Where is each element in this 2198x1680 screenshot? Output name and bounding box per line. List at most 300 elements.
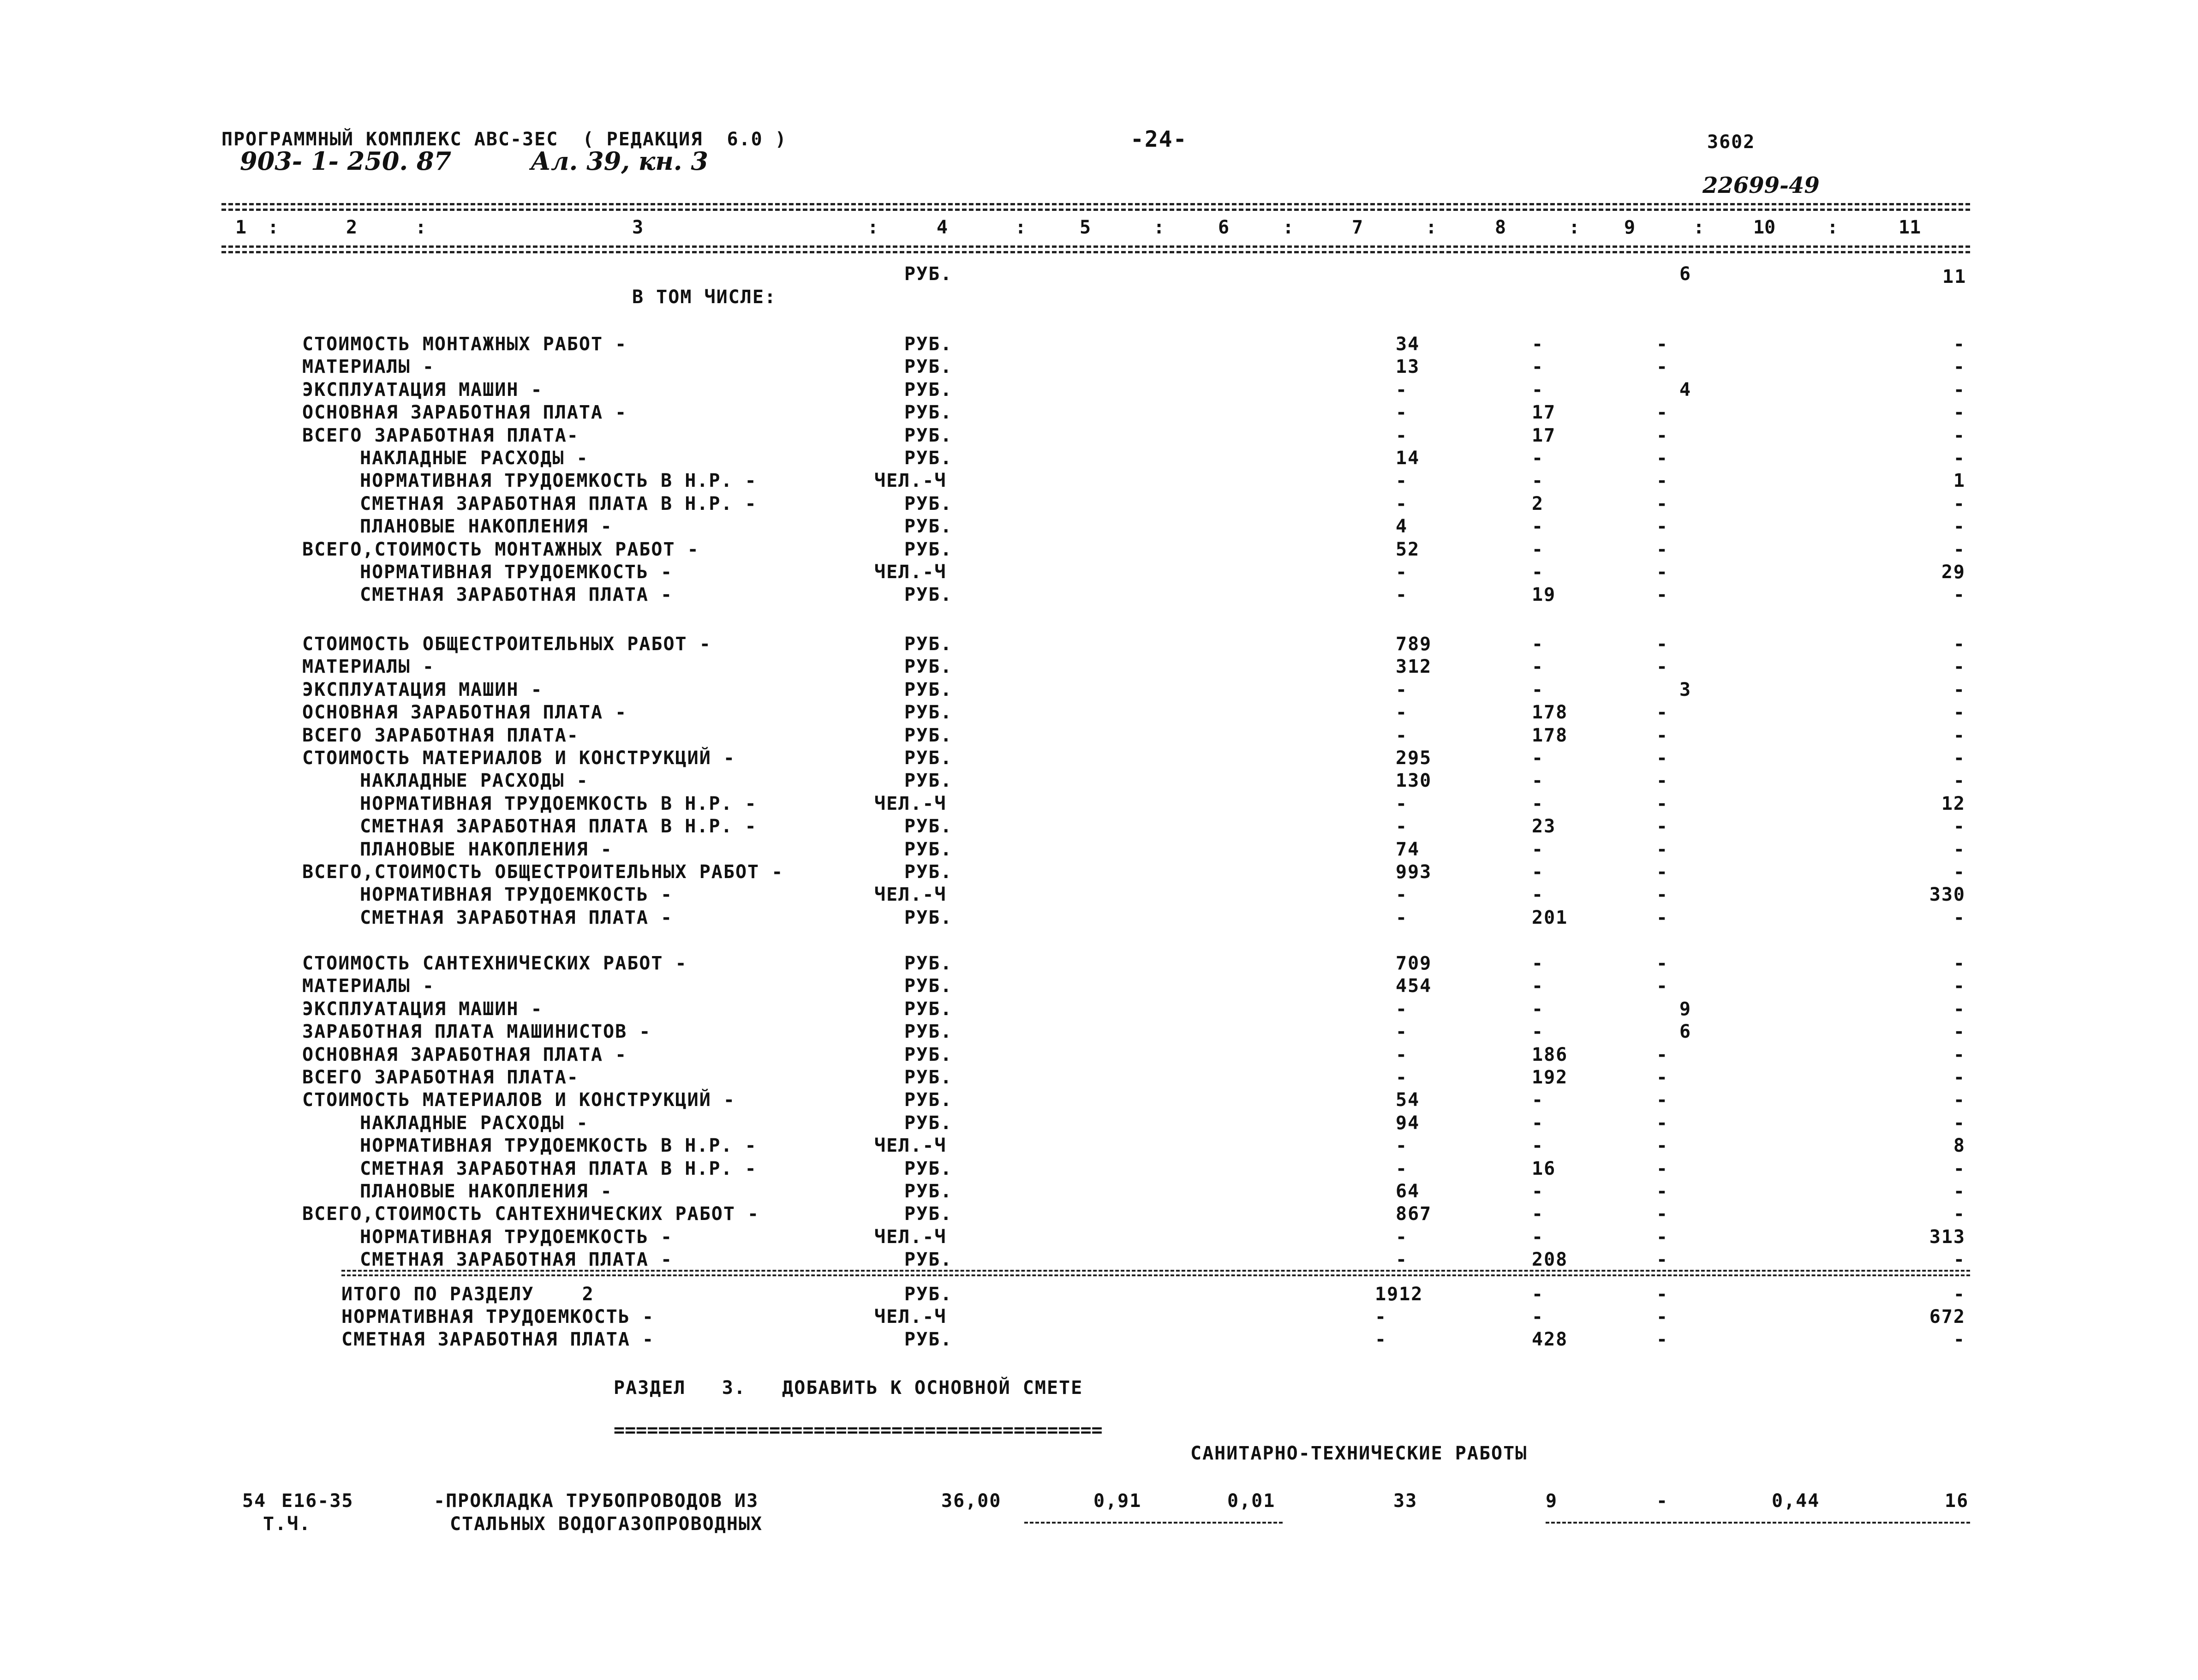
row-c8: -: [1532, 1203, 1544, 1225]
row-c8: -: [1532, 884, 1544, 906]
row-label: СМЕТНАЯ ЗАРАБОТНАЯ ПЛАТА В Н.Р. -: [360, 493, 757, 514]
row-c9: -: [1656, 1203, 1669, 1225]
row-c8: 17: [1532, 424, 1556, 446]
row-c9: -: [1656, 470, 1669, 492]
row-c7: 993: [1396, 861, 1432, 883]
intro-label: В ТОМ ЧИСЛЕ:: [632, 287, 776, 308]
row-c11: 330: [1929, 884, 1965, 906]
totals-c7: -: [1375, 1329, 1387, 1350]
table-row: [0, 770, 2198, 791]
row-unit: РУБ.: [904, 379, 953, 401]
row-label: НОРМАТИВНАЯ ТРУДОЕМКОСТЬ -: [360, 562, 673, 583]
row-c7: -: [1396, 998, 1408, 1020]
item-c5: 0,91: [1093, 1490, 1142, 1512]
row-c8: -: [1532, 448, 1544, 469]
row-c11: -: [1953, 747, 1965, 769]
row-c7: -: [1396, 679, 1408, 700]
row-c9: -: [1656, 975, 1669, 997]
item-code: Е16-35: [281, 1490, 354, 1512]
table-row: [0, 448, 2198, 469]
row-c8: -: [1532, 770, 1544, 792]
item-54-row-2: [0, 1513, 2198, 1535]
page-number: -24-: [1130, 126, 1188, 152]
item-c9: -: [1656, 1490, 1669, 1512]
table-row: [0, 1226, 2198, 1248]
row-c7: -: [1396, 1135, 1408, 1157]
row-c7: 454: [1396, 975, 1432, 997]
totals-c8: -: [1532, 1284, 1544, 1305]
row-c11: -: [1953, 516, 1965, 538]
row-unit: РУБ.: [904, 702, 953, 723]
row-c8: 19: [1532, 584, 1556, 606]
row-c9: -: [1656, 861, 1669, 883]
row-c9: -: [1656, 493, 1669, 514]
row-label: ЭКСПЛУАТАЦИЯ МАШИН -: [302, 379, 543, 401]
row-c8: 17: [1532, 402, 1556, 424]
row-c9: -: [1656, 793, 1669, 814]
totals-unit: РУБ.: [904, 1284, 953, 1305]
row-c7: -: [1396, 493, 1408, 514]
row-label: СТОИМОСТЬ МАТЕРИАЛОВ И КОНСТРУКЦИЙ -: [302, 1089, 735, 1111]
row-label: НОРМАТИВНАЯ ТРУДОЕМКОСТЬ В Н.Р. -: [360, 1135, 757, 1157]
row-label: СМЕТНАЯ ЗАРАБОТНАЯ ПЛАТА -: [360, 1249, 673, 1271]
top-rule-2: [221, 209, 1970, 211]
row-c9: -: [1656, 516, 1669, 538]
column-numbers: [0, 217, 2198, 240]
row-c8: -: [1532, 516, 1544, 538]
row-c9: -: [1656, 724, 1669, 746]
row-unit: РУБ.: [904, 679, 953, 700]
table-row: [0, 679, 2198, 700]
row-c11: -: [1953, 334, 1965, 355]
table-row: [0, 1089, 2198, 1111]
item-c4: 36,00: [941, 1490, 1002, 1512]
row-label: СМЕТНАЯ ЗАРАБОТНАЯ ПЛАТА В Н.Р. -: [360, 816, 757, 837]
table-row: [0, 539, 2198, 560]
table-row: [0, 725, 2198, 746]
column-number: 8: [1495, 217, 1506, 238]
row-c8: -: [1532, 656, 1544, 678]
column-separator: :: [268, 217, 279, 238]
totals-c9: -: [1656, 1284, 1669, 1305]
row-c11: -: [1953, 907, 1965, 928]
row-label: ОСНОВНАЯ ЗАРАБОТНАЯ ПЛАТА -: [302, 1044, 627, 1065]
table-row: [0, 793, 2198, 814]
row-unit: РУБ.: [904, 724, 953, 746]
row-c9: -: [1656, 1181, 1669, 1202]
row-label: ВСЕГО,СТОИМОСТЬ САНТЕХНИЧЕСКИХ РАБОТ -: [302, 1203, 760, 1225]
column-number: 4: [937, 217, 948, 238]
column-separator: :: [415, 217, 427, 238]
row-c7: 54: [1396, 1089, 1420, 1111]
row-c8: 16: [1532, 1158, 1556, 1179]
row-unit: ЧЕЛ.-Ч: [874, 884, 947, 906]
intro-unit: РУБ.: [904, 263, 953, 285]
table-row: [0, 1112, 2198, 1134]
table-row: [0, 425, 2198, 446]
column-number: 10: [1753, 217, 1776, 238]
row-c8: -: [1532, 634, 1544, 655]
table-row: [0, 998, 2198, 1020]
row-unit: РУБ.: [904, 584, 953, 606]
row-c9: -: [1656, 402, 1669, 424]
row-c7: -: [1396, 402, 1408, 424]
row-c11: -: [1953, 1181, 1965, 1202]
row-c11: -: [1953, 424, 1965, 446]
row-c11: -: [1953, 1089, 1965, 1111]
row-c8: 178: [1532, 724, 1568, 746]
row-c11: 12: [1941, 793, 1965, 814]
table-row: [0, 634, 2198, 655]
row-label: СТОИМОСТЬ МАТЕРИАЛОВ И КОНСТРУКЦИЙ -: [302, 747, 735, 769]
row-c11: -: [1953, 448, 1965, 469]
row-c10: 6: [1679, 1021, 1692, 1043]
table-row: [0, 1021, 2198, 1042]
row-unit: РУБ.: [904, 747, 953, 769]
row-unit: РУБ.: [904, 816, 953, 837]
totals-c11: -: [1953, 1329, 1965, 1350]
row-c9: -: [1656, 702, 1669, 723]
row-c9: -: [1656, 634, 1669, 655]
row-c8: -: [1532, 953, 1544, 974]
row-label: ЭКСПЛУАТАЦИЯ МАШИН -: [302, 998, 543, 1020]
row-c11: -: [1953, 656, 1965, 678]
row-label: ПЛАНОВЫЕ НАКОПЛЕНИЯ -: [360, 1181, 613, 1202]
table-row: [0, 1249, 2198, 1270]
row-label: МАТЕРИАЛЫ -: [302, 356, 435, 378]
row-c10: 3: [1679, 679, 1692, 700]
row-c11: -: [1953, 1044, 1965, 1065]
table-row: [0, 562, 2198, 583]
row-c7: -: [1396, 724, 1408, 746]
table-row: [0, 379, 2198, 401]
row-label: НОРМАТИВНАЯ ТРУДОЕМКОСТЬ -: [360, 884, 673, 906]
row-unit: РУБ.: [904, 448, 953, 469]
item-underline-2: [1546, 1522, 1970, 1524]
row-c9: -: [1656, 1044, 1669, 1065]
row-c11: -: [1953, 998, 1965, 1020]
row-unit: РУБ.: [904, 1021, 953, 1043]
row-c7: -: [1396, 1158, 1408, 1179]
row-c10: 9: [1679, 998, 1692, 1020]
code-top: 3602: [1707, 132, 1756, 153]
row-unit: ЧЕЛ.-Ч: [874, 1135, 947, 1157]
row-unit: РУБ.: [904, 356, 953, 378]
program-header: ПРОГРАММНЫЙ КОМПЛЕКС АВС-3ЕС ( РЕДАКЦИЯ 6.0 ): [221, 129, 787, 150]
row-label: НАКЛАДНЫЕ РАСХОДЫ -: [360, 1112, 589, 1134]
column-number: 7: [1352, 217, 1363, 238]
table-row: [0, 1135, 2198, 1156]
table-row: [0, 953, 2198, 974]
row-c8: 208: [1532, 1249, 1568, 1271]
column-separator: :: [1015, 217, 1027, 238]
row-label: СМЕТНАЯ ЗАРАБОТНАЯ ПЛАТА -: [360, 907, 673, 928]
table-row: [0, 470, 2198, 491]
row-c7: -: [1396, 470, 1408, 492]
row-unit: РУБ.: [904, 861, 953, 883]
row-label: ОСНОВНАЯ ЗАРАБОТНАЯ ПЛАТА -: [302, 702, 627, 723]
row-c11: -: [1953, 1067, 1965, 1088]
row-c11: 29: [1941, 562, 1965, 583]
row-c9: -: [1656, 1135, 1669, 1157]
item-c10: 0,44: [1772, 1490, 1820, 1512]
totals-c8: -: [1532, 1306, 1544, 1327]
totals-c11: 672: [1929, 1306, 1965, 1327]
totals-c7: 1912: [1375, 1284, 1423, 1305]
row-label: ЗАРАБОТНАЯ ПЛАТА МАШИНИСТОВ -: [302, 1021, 651, 1043]
row-c7: -: [1396, 584, 1408, 606]
column-separator: :: [1693, 217, 1705, 238]
row-unit: ЧЕЛ.-Ч: [874, 793, 947, 814]
row-c8: -: [1532, 356, 1544, 378]
table-row: [0, 402, 2198, 423]
row-c8: 2: [1532, 493, 1544, 514]
row-c7: 13: [1396, 356, 1420, 378]
row-c8: -: [1532, 793, 1544, 814]
row-c9: -: [1656, 816, 1669, 837]
row-c8: -: [1532, 562, 1544, 583]
row-c11: -: [1953, 724, 1965, 746]
row-unit: РУБ.: [904, 770, 953, 792]
totals-unit: ЧЕЛ.-Ч: [874, 1306, 947, 1327]
row-label: СМЕТНАЯ ЗАРАБОТНАЯ ПЛАТА В Н.Р. -: [360, 1158, 757, 1179]
row-label: ВСЕГО ЗАРАБОТНАЯ ПЛАТА-: [302, 1067, 579, 1088]
table-row: [0, 1044, 2198, 1065]
row-c7: 295: [1396, 747, 1432, 769]
row-c9: -: [1656, 1089, 1669, 1111]
row-c8: 201: [1532, 907, 1568, 928]
row-c11: -: [1953, 402, 1965, 424]
row-label: ПЛАНОВЫЕ НАКОПЛЕНИЯ -: [360, 838, 613, 860]
row-c11: -: [1953, 838, 1965, 860]
totals-unit: РУБ.: [904, 1329, 953, 1350]
totals-label: СМЕТНАЯ ЗАРАБОТНАЯ ПЛАТА -: [341, 1329, 655, 1350]
row-c8: -: [1532, 1135, 1544, 1157]
row-unit: РУБ.: [904, 334, 953, 355]
row-c8: 186: [1532, 1044, 1568, 1065]
row-c9: -: [1656, 356, 1669, 378]
row-c9: -: [1656, 424, 1669, 446]
row-unit: РУБ.: [904, 402, 953, 424]
row-c9: -: [1656, 770, 1669, 792]
table-row: [0, 1067, 2198, 1088]
row-c9: -: [1656, 448, 1669, 469]
row-label: НАКЛАДНЫЕ РАСХОДЫ -: [360, 448, 589, 469]
row-c8: -: [1532, 1181, 1544, 1202]
row-c7: -: [1396, 379, 1408, 401]
row-unit: РУБ.: [904, 1181, 953, 1202]
row-unit: РУБ.: [904, 1249, 953, 1271]
row-c7: -: [1396, 1044, 1408, 1065]
row-unit: РУБ.: [904, 656, 953, 678]
row-c8: 23: [1532, 816, 1556, 837]
row-c7: -: [1396, 907, 1408, 928]
row-c8: -: [1532, 334, 1544, 355]
row-unit: РУБ.: [904, 998, 953, 1020]
row-c11: -: [1953, 861, 1965, 883]
table-row: [0, 1158, 2198, 1179]
row-c11: -: [1953, 770, 1965, 792]
row-label: МАТЕРИАЛЫ -: [302, 975, 435, 997]
row-unit: РУБ.: [904, 1112, 953, 1134]
totals-c9: -: [1656, 1329, 1669, 1350]
row-c9: -: [1656, 538, 1669, 560]
column-number: 2: [346, 217, 358, 238]
row-label: ВСЕГО,СТОИМОСТЬ МОНТАЖНЫХ РАБОТ -: [302, 538, 699, 560]
totals-label: НОРМАТИВНАЯ ТРУДОЕМКОСТЬ -: [341, 1306, 655, 1327]
totals-row: [0, 1284, 2198, 1305]
row-label: ПЛАНОВЫЕ НАКОПЛЕНИЯ -: [360, 516, 613, 538]
row-c9: -: [1656, 656, 1669, 678]
item-num: 54: [242, 1490, 267, 1512]
row-unit: РУБ.: [904, 493, 953, 514]
table-row: [0, 839, 2198, 860]
totals-rule-2: [341, 1274, 1970, 1276]
row-label: ВСЕГО ЗАРАБОТНАЯ ПЛАТА-: [302, 724, 579, 746]
row-c11: -: [1953, 679, 1965, 700]
row-unit: ЧЕЛ.-Ч: [874, 470, 947, 492]
row-c7: 4: [1396, 516, 1408, 538]
row-c9: -: [1656, 1158, 1669, 1179]
row-c9: -: [1656, 1249, 1669, 1271]
totals-c9: -: [1656, 1306, 1669, 1327]
row-c11: -: [1953, 379, 1965, 401]
column-separator: :: [1569, 217, 1580, 238]
row-c9: -: [1656, 884, 1669, 906]
table-row: [0, 1181, 2198, 1202]
item-c6: 0,01: [1227, 1490, 1276, 1512]
top-rule: [221, 203, 1970, 205]
table-row: [0, 861, 2198, 883]
row-c9: -: [1656, 838, 1669, 860]
row-unit: РУБ.: [904, 953, 953, 974]
table-row: [0, 493, 2198, 514]
row-c9: -: [1656, 1112, 1669, 1134]
row-c7: -: [1396, 1067, 1408, 1088]
row-c11: -: [1953, 702, 1965, 723]
section3-equals: ============================================: [614, 1420, 1103, 1441]
row-label: СТОИМОСТЬ САНТЕХНИЧЕСКИХ РАБОТ -: [302, 953, 687, 974]
totals-c8: 428: [1532, 1329, 1568, 1350]
row-c9: -: [1656, 584, 1669, 606]
intro-c11: 11: [1942, 266, 1967, 287]
row-c11: -: [1953, 1249, 1965, 1271]
row-unit: РУБ.: [904, 1203, 953, 1225]
row-c8: -: [1532, 538, 1544, 560]
column-number: 1: [235, 217, 247, 238]
row-c11: -: [1953, 1203, 1965, 1225]
row-unit: РУБ.: [904, 424, 953, 446]
row-c7: -: [1396, 1021, 1408, 1043]
row-unit: РУБ.: [904, 538, 953, 560]
row-c8: 192: [1532, 1067, 1568, 1088]
totals-rule: [341, 1270, 1970, 1272]
row-c9: -: [1656, 1226, 1669, 1248]
row-c8: -: [1532, 975, 1544, 997]
row-c11: -: [1953, 1158, 1965, 1179]
row-c8: -: [1532, 1089, 1544, 1111]
column-separator: :: [1827, 217, 1839, 238]
row-c11: 1: [1953, 470, 1965, 492]
row-c7: 14: [1396, 448, 1420, 469]
row-label: ВСЕГО,СТОИМОСТЬ ОБЩЕСТРОИТЕЛЬНЫХ РАБОТ -: [302, 861, 784, 883]
table-row: [0, 816, 2198, 837]
row-c9: -: [1656, 562, 1669, 583]
row-c11: 313: [1929, 1226, 1965, 1248]
section3-subtitle: САНИТАРНО-ТЕХНИЧЕСКИЕ РАБОТЫ: [1190, 1443, 1528, 1464]
row-c7: -: [1396, 1249, 1408, 1271]
table-row: [0, 356, 2198, 377]
column-number: 3: [632, 217, 644, 238]
row-c9: -: [1656, 953, 1669, 974]
row-c8: 178: [1532, 702, 1568, 723]
row-c7: -: [1396, 562, 1408, 583]
row-unit: РУБ.: [904, 907, 953, 928]
intro-c9: 6: [1679, 263, 1692, 285]
row-c7: 34: [1396, 334, 1420, 355]
row-c7: 74: [1396, 838, 1420, 860]
row-c11: -: [1953, 538, 1965, 560]
item-name-line2: СТАЛЬНЫХ ВОДОГАЗОПРОВОДНЫХ: [450, 1513, 763, 1535]
item-name-line1: -ПРОКЛАДКА ТРУБОПРОВОДОВ ИЗ: [434, 1490, 759, 1512]
handwritten-album: Ал. 39, кн. 3: [531, 146, 708, 176]
row-c7: 867: [1396, 1203, 1432, 1225]
column-number: 6: [1218, 217, 1230, 238]
row-c8: -: [1532, 861, 1544, 883]
row-c11: -: [1953, 953, 1965, 974]
row-label: НОРМАТИВНАЯ ТРУДОЕМКОСТЬ -: [360, 1226, 673, 1248]
row-label: НОРМАТИВНАЯ ТРУДОЕМКОСТЬ В Н.Р. -: [360, 470, 757, 492]
row-c9: -: [1656, 747, 1669, 769]
row-c7: -: [1396, 793, 1408, 814]
header-rule-2: [221, 251, 1970, 253]
row-c7: 709: [1396, 953, 1432, 974]
item-54-row: [0, 1490, 2198, 1512]
item-c7: 33: [1393, 1490, 1418, 1512]
column-number: 9: [1624, 217, 1636, 238]
item-c8: 9: [1546, 1490, 1558, 1512]
row-label: СТОИМОСТЬ МОНТАЖНЫХ РАБОТ -: [302, 334, 627, 355]
row-label: ВСЕГО ЗАРАБОТНАЯ ПЛАТА-: [302, 424, 579, 446]
row-c10: 4: [1679, 379, 1692, 401]
column-separator: :: [1153, 217, 1165, 238]
row-unit: РУБ.: [904, 838, 953, 860]
row-unit: РУБ.: [904, 975, 953, 997]
row-c7: 312: [1396, 656, 1432, 678]
row-c11: -: [1953, 1021, 1965, 1043]
row-c7: 789: [1396, 634, 1432, 655]
column-separator: :: [1426, 217, 1437, 238]
row-c11: -: [1953, 493, 1965, 514]
row-label: НАКЛАДНЫЕ РАСХОДЫ -: [360, 770, 589, 792]
row-c7: 52: [1396, 538, 1420, 560]
row-c7: -: [1396, 702, 1408, 723]
table-row: [0, 334, 2198, 355]
table-row: [0, 656, 2198, 677]
row-c7: 94: [1396, 1112, 1420, 1134]
totals-row: [0, 1306, 2198, 1327]
totals-row: [0, 1329, 2198, 1350]
row-c11: 8: [1953, 1135, 1965, 1157]
table-row: [0, 747, 2198, 769]
column-separator: :: [1283, 217, 1294, 238]
row-c11: -: [1953, 584, 1965, 606]
row-c8: -: [1532, 679, 1544, 700]
row-c7: -: [1396, 816, 1408, 837]
row-c7: 64: [1396, 1181, 1420, 1202]
row-label: СМЕТНАЯ ЗАРАБОТНАЯ ПЛАТА -: [360, 584, 673, 606]
row-c11: -: [1953, 634, 1965, 655]
